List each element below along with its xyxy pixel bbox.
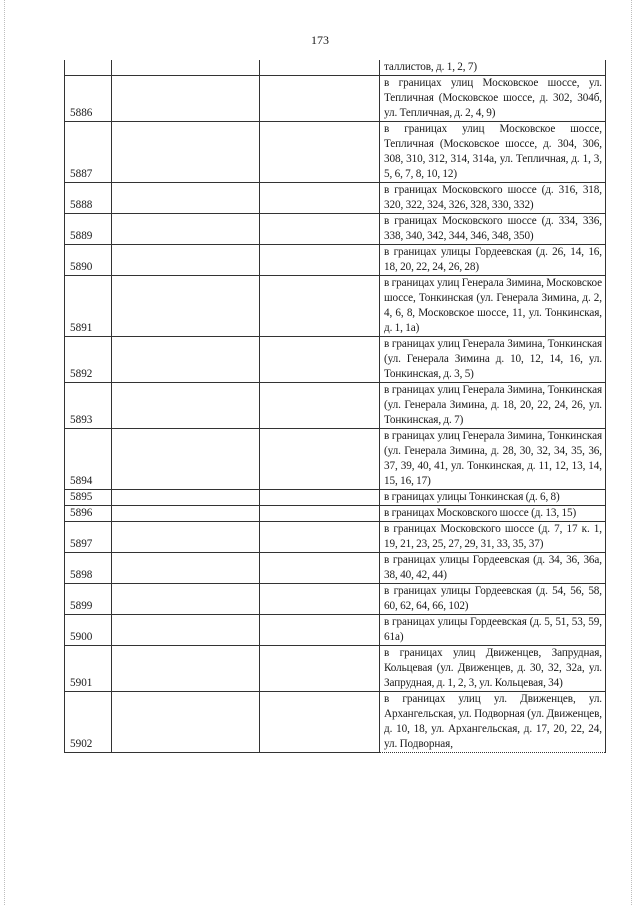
empty-cell	[260, 506, 380, 522]
empty-cell	[112, 584, 260, 615]
boundary-description-cell: в границах улицы Гордеевская (д. 54, 56, 58, 60, 62, 64, 66, 102)	[380, 584, 606, 615]
address-table	[64, 60, 606, 753]
empty-cell	[260, 490, 380, 506]
scan-margin-right	[631, 0, 636, 905]
row-number-cell: 5892	[65, 337, 112, 383]
empty-cell	[112, 337, 260, 383]
table-row	[65, 214, 606, 245]
table-row	[65, 615, 606, 646]
address-table-body	[65, 60, 606, 753]
empty-cell	[260, 76, 380, 122]
boundary-description-cell: в границах улиц Генерала Зимина, Тонкинская (ул. Генерала Зимина, д. 28, 30, 32, 34, 35, 36, 37, 39, 40, 41, ул. Тонкинская, д. 11, 12, 13, 14, 15, 16, 17)	[380, 429, 606, 490]
row-number-cell: 5888	[65, 183, 112, 214]
table-row	[65, 490, 606, 506]
boundary-description-cell: в границах улиц Движенцев, Запрудная, Кольцевая (ул. Движенцев, д. 30, 32, 32а, ул. Запрудная, д. 1, 2, 3, ул. Кольцевая, 34)	[380, 646, 606, 692]
table-row	[65, 522, 606, 553]
row-number-cell: 5897	[65, 522, 112, 553]
boundary-description-cell: в границах Московского шоссе (д. 334, 336, 338, 340, 342, 344, 346, 348, 350)	[380, 214, 606, 245]
table-row	[65, 122, 606, 183]
table-row	[65, 506, 606, 522]
table-row	[65, 383, 606, 429]
row-number-cell: 5896	[65, 506, 112, 522]
empty-cell	[260, 183, 380, 214]
row-number-cell: 5889	[65, 214, 112, 245]
empty-cell	[112, 429, 260, 490]
empty-cell	[112, 692, 260, 753]
boundary-description-cell: в границах улиц Генерала Зимина, Тонкинская (ул. Генерала Зимина, д. 18, 20, 22, 24, 26, ул. Тонкинская, д. 7)	[380, 383, 606, 429]
empty-cell	[260, 553, 380, 584]
empty-cell	[112, 245, 260, 276]
empty-cell	[112, 76, 260, 122]
row-number-cell: 5898	[65, 553, 112, 584]
empty-cell	[260, 245, 380, 276]
boundary-description-cell: в границах улиц Московское шоссе, Тепличная (Московское шоссе, д. 304, 306, 308, 310, 312, 314, 314а, ул. Тепличная, д. 1, 3, 5, 6, 7, 8, 10, 12)	[380, 122, 606, 183]
row-number-cell: 5894	[65, 429, 112, 490]
boundary-description-cell: в границах улиц Генерала Зимина, Тонкинская (ул. Генерала Зимина д. 10, 12, 14, 16, ул. Тонкинская, д. 3, 5)	[380, 337, 606, 383]
row-number-cell: 5902	[65, 692, 112, 753]
empty-cell	[112, 60, 260, 76]
empty-cell	[260, 522, 380, 553]
row-number-cell: 5887	[65, 122, 112, 183]
row-number-cell	[65, 60, 112, 76]
row-number-cell: 5900	[65, 615, 112, 646]
boundary-description-cell: в границах улицы Гордеевская (д. 34, 36, 36а, 38, 40, 42, 44)	[380, 553, 606, 584]
table-row	[65, 337, 606, 383]
boundary-description-cell: в границах улиц Генерала Зимина, Московское шоссе, Тонкинская (ул. Генерала Зимина, д. 2, 4, 6, 8, Московское шоссе, 11, ул. Тонкинская, д. 1, 1а)	[380, 276, 606, 337]
empty-cell	[112, 383, 260, 429]
empty-cell	[260, 429, 380, 490]
empty-cell	[260, 692, 380, 753]
empty-cell	[112, 646, 260, 692]
boundary-description-cell: в границах улицы Тонкинская (д. 6, 8)	[380, 490, 606, 506]
table-row	[65, 692, 606, 753]
boundary-description-cell: в границах Московского шоссе (д. 7, 17 к. 1, 19, 21, 23, 25, 27, 29, 31, 33, 35, 37)	[380, 522, 606, 553]
empty-cell	[260, 584, 380, 615]
empty-cell	[260, 122, 380, 183]
row-number-cell: 5886	[65, 76, 112, 122]
row-number-cell: 5893	[65, 383, 112, 429]
boundary-description-cell: в границах улицы Гордеевская (д. 5, 51, 53, 59, 61а)	[380, 615, 606, 646]
empty-cell	[260, 276, 380, 337]
empty-cell	[112, 506, 260, 522]
table-row	[65, 245, 606, 276]
empty-cell	[112, 276, 260, 337]
table-row	[65, 183, 606, 214]
boundary-description-cell: в границах улиц ул. Движенцев, ул. Архангельская, ул. Подворная (ул. Движенцев, д. 10, 18, ул. Архангельская, д. 17, 20, 22, 24, ул. Подворная,	[380, 692, 606, 753]
empty-cell	[260, 646, 380, 692]
empty-cell	[260, 383, 380, 429]
empty-cell	[112, 490, 260, 506]
boundary-description-cell: в границах Московского шоссе (д. 316, 318, 320, 322, 324, 326, 328, 330, 332)	[380, 183, 606, 214]
boundary-description-cell: в границах улицы Гордеевская (д. 26, 14, 16, 18, 20, 22, 24, 26, 28)	[380, 245, 606, 276]
table-row	[65, 429, 606, 490]
boundary-description-cell: таллистов, д. 1, 2, 7)	[380, 60, 606, 76]
empty-cell	[260, 615, 380, 646]
empty-cell	[112, 615, 260, 646]
row-number-cell: 5891	[65, 276, 112, 337]
empty-cell	[112, 522, 260, 553]
empty-cell	[260, 337, 380, 383]
row-number-cell: 5899	[65, 584, 112, 615]
table-row	[65, 646, 606, 692]
empty-cell	[112, 122, 260, 183]
table-row	[65, 276, 606, 337]
boundary-description-cell: в границах улиц Московское шоссе, ул. Тепличная (Московское шоссе, д. 302, 304б, ул. Тепличная, д. 2, 4, 9)	[380, 76, 606, 122]
table-row	[65, 584, 606, 615]
empty-cell	[112, 553, 260, 584]
table-row	[65, 76, 606, 122]
scan-margin-left	[4, 0, 9, 905]
table-row	[65, 553, 606, 584]
page-number: 173	[311, 33, 329, 47]
row-number-cell: 5890	[65, 245, 112, 276]
empty-cell	[260, 60, 380, 76]
empty-cell	[260, 214, 380, 245]
empty-cell	[112, 183, 260, 214]
boundary-description-cell: в границах Московского шоссе (д. 13, 15)	[380, 506, 606, 522]
table-row	[65, 60, 606, 76]
row-number-cell: 5901	[65, 646, 112, 692]
row-number-cell: 5895	[65, 490, 112, 506]
empty-cell	[112, 214, 260, 245]
